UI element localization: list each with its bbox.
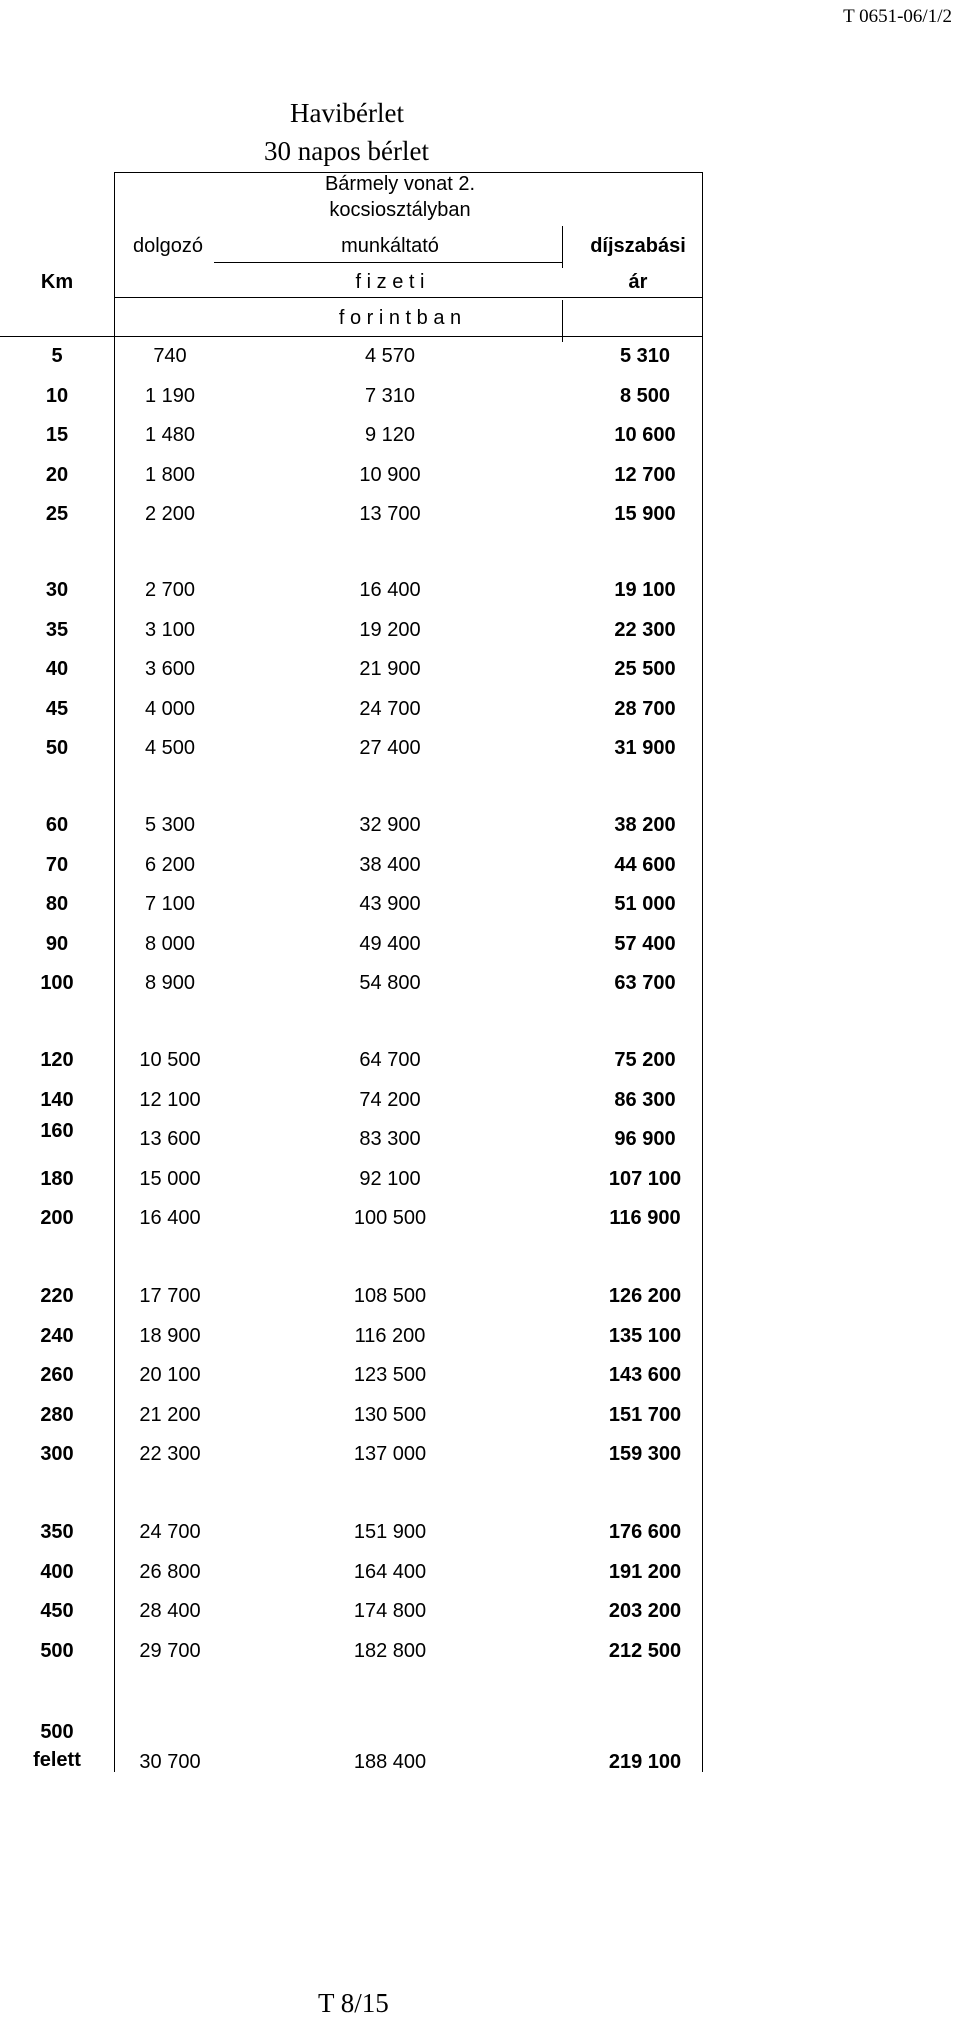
row-ar: 203 200: [608, 1600, 682, 1622]
row-dolgozo: 5 300: [144, 814, 196, 836]
row-dolgozo: 22 300: [139, 1443, 201, 1465]
page-title: Havibérlet: [290, 98, 404, 128]
header-rule: [0, 336, 702, 337]
row-km: 50: [45, 737, 69, 759]
row-dolgozo: 21 200: [139, 1403, 201, 1426]
row-munkaltato: 54 800: [359, 972, 421, 994]
row-munkaltato: 38 400: [359, 853, 421, 876]
header-dijszabasi: díjszabási: [590, 235, 686, 257]
row-km: 100: [40, 972, 74, 994]
row-km: 180: [40, 1167, 74, 1190]
row-ar: 116 900: [609, 1207, 681, 1229]
row-km: 45: [45, 697, 69, 720]
row-dolgozo: 3 100: [144, 618, 196, 641]
row-dolgozo: 1 800: [144, 463, 196, 486]
row-dolgozo: 3 600: [144, 658, 196, 680]
row-dolgozo: 15 000: [139, 1167, 201, 1190]
column-divider: [562, 226, 563, 268]
row-ar: 51 000: [614, 893, 676, 915]
row-munkaltato: 4 570: [364, 345, 416, 367]
row-munkaltato: 9 120: [364, 424, 416, 446]
row-munkaltato: 43 900: [359, 893, 421, 915]
header-km: Km: [40, 271, 74, 293]
row-ar: 19 100: [614, 579, 676, 601]
row-km: 240: [40, 1324, 74, 1347]
row-km: 160: [40, 1120, 74, 1142]
page-subtitle: 30 napos bérlet: [264, 136, 429, 166]
row-munkaltato: 151 900: [353, 1521, 427, 1543]
row-dolgozo: 740: [153, 345, 187, 367]
row-munkaltato: 32 900: [359, 814, 421, 836]
row-ar: 159 300: [608, 1443, 682, 1465]
row-munkaltato: 123 500: [353, 1364, 427, 1386]
last-row-km-line1: 500: [40, 1721, 74, 1743]
row-dolgozo: 10 500: [139, 1049, 201, 1071]
document-code: T 0651-06/1/2: [843, 6, 952, 27]
table-border-left: [114, 172, 115, 1772]
row-dolgozo: 17 700: [139, 1285, 201, 1307]
row-munkaltato: 7 310: [364, 384, 416, 407]
header-munkaltato: munkáltató: [341, 235, 439, 257]
row-dolgozo: 1 190: [144, 384, 196, 407]
row-km: 5: [51, 345, 63, 367]
row-ar: 22 300: [614, 618, 676, 641]
row-km: 30: [45, 579, 69, 601]
row-ar: 44 600: [614, 853, 676, 876]
row-munkaltato: 16 400: [359, 579, 421, 601]
row-dolgozo: 28 400: [139, 1600, 201, 1622]
row-munkaltato: 92 100: [359, 1167, 421, 1190]
row-dolgozo: 6 200: [144, 853, 196, 876]
row-ar: 10 600: [614, 424, 676, 446]
header-forintban: f o r i n t b a n: [338, 307, 462, 329]
row-munkaltato: 164 400: [353, 1560, 427, 1583]
row-ar: 57 400: [614, 932, 676, 955]
row-ar: 143 600: [608, 1364, 682, 1386]
row-ar: 75 200: [614, 1049, 676, 1071]
row-km: 35: [45, 618, 69, 641]
row-ar: 96 900: [614, 1128, 676, 1150]
row-munkaltato: 182 800: [353, 1639, 427, 1662]
row-dolgozo: 24 700: [139, 1521, 201, 1543]
row-dolgozo: 7 100: [144, 893, 196, 915]
row-km: 80: [45, 893, 69, 915]
row-munkaltato: 24 700: [359, 697, 421, 720]
row-ar: 86 300: [614, 1088, 676, 1111]
row-km: 120: [40, 1049, 74, 1071]
header-dolgozo: dolgozó: [132, 235, 204, 257]
last-row-munkaltato: 188 400: [353, 1751, 427, 1773]
row-ar: 151 700: [608, 1403, 682, 1426]
row-munkaltato: 19 200: [359, 618, 421, 641]
row-dolgozo: 18 900: [139, 1324, 201, 1347]
row-dolgozo: 13 600: [139, 1128, 201, 1150]
row-munkaltato: 74 200: [359, 1088, 421, 1111]
row-ar: 212 500: [608, 1639, 682, 1662]
row-dolgozo: 16 400: [139, 1207, 201, 1229]
header-rule: [114, 297, 702, 298]
header-group-line1: Bármely vonat 2.: [324, 173, 476, 195]
row-ar: 126 200: [608, 1285, 682, 1307]
row-ar: 107 100: [608, 1167, 682, 1190]
last-row-km-line2: felett: [33, 1749, 81, 1771]
row-km: 400: [40, 1560, 74, 1583]
row-dolgozo: 1 480: [144, 424, 196, 446]
last-row-ar: 219 100: [608, 1751, 682, 1773]
row-munkaltato: 27 400: [359, 737, 421, 759]
row-km: 90: [45, 932, 69, 955]
row-km: 15: [45, 424, 69, 446]
row-ar: 15 900: [614, 503, 676, 525]
row-munkaltato: 100 500: [353, 1207, 427, 1229]
row-km: 300: [40, 1443, 74, 1465]
row-km: 280: [40, 1403, 74, 1426]
row-dolgozo: 2 200: [144, 503, 196, 525]
row-km: 450: [40, 1600, 74, 1622]
row-km: 260: [40, 1364, 74, 1386]
row-km: 220: [40, 1285, 74, 1307]
row-ar: 25 500: [614, 658, 676, 680]
row-km: 140: [40, 1088, 74, 1111]
row-munkaltato: 116 200: [354, 1324, 426, 1347]
page-footer: T 8/15: [318, 1988, 389, 2018]
row-ar: 63 700: [614, 972, 676, 994]
row-ar: 176 600: [608, 1521, 682, 1543]
row-ar: 191 200: [608, 1560, 682, 1583]
row-dolgozo: 12 100: [139, 1088, 201, 1111]
row-km: 500: [40, 1639, 74, 1662]
header-rule: [214, 262, 562, 263]
row-ar: 8 500: [619, 384, 671, 407]
row-km: 70: [45, 853, 69, 876]
row-km: 200: [40, 1207, 74, 1229]
row-ar: 5 310: [619, 345, 671, 367]
row-ar: 28 700: [614, 697, 676, 720]
row-munkaltato: 21 900: [359, 658, 421, 680]
row-km: 350: [40, 1521, 74, 1543]
row-dolgozo: 4 500: [144, 737, 196, 759]
row-km: 40: [45, 658, 69, 680]
header-fizeti: f i z e t i: [355, 271, 425, 293]
row-dolgozo: 2 700: [144, 579, 196, 601]
row-km: 20: [45, 463, 69, 486]
row-dolgozo: 29 700: [139, 1639, 201, 1662]
row-munkaltato: 13 700: [359, 503, 421, 525]
row-km: 10: [45, 384, 69, 407]
row-dolgozo: 26 800: [139, 1560, 201, 1583]
row-munkaltato: 108 500: [353, 1285, 427, 1307]
row-munkaltato: 49 400: [359, 932, 421, 955]
row-munkaltato: 174 800: [353, 1600, 427, 1622]
header-group-line2: kocsiosztályban: [329, 199, 471, 221]
row-ar: 135 100: [608, 1324, 682, 1347]
row-ar: 38 200: [614, 814, 676, 836]
row-dolgozo: 8 900: [144, 972, 196, 994]
row-munkaltato: 130 500: [353, 1403, 427, 1426]
row-km: 60: [45, 814, 69, 836]
row-munkaltato: 10 900: [359, 463, 421, 486]
row-munkaltato: 137 000: [353, 1443, 427, 1465]
row-ar: 12 700: [614, 463, 676, 486]
row-munkaltato: 83 300: [359, 1128, 421, 1150]
row-km: 25: [45, 503, 69, 525]
row-dolgozo: 8 000: [144, 932, 196, 955]
row-munkaltato: 64 700: [359, 1049, 421, 1071]
last-row-dolgozo: 30 700: [139, 1751, 201, 1773]
row-ar: 31 900: [614, 737, 676, 759]
row-dolgozo: 4 000: [144, 697, 196, 720]
row-dolgozo: 20 100: [139, 1364, 201, 1386]
header-ar: ár: [628, 271, 648, 293]
